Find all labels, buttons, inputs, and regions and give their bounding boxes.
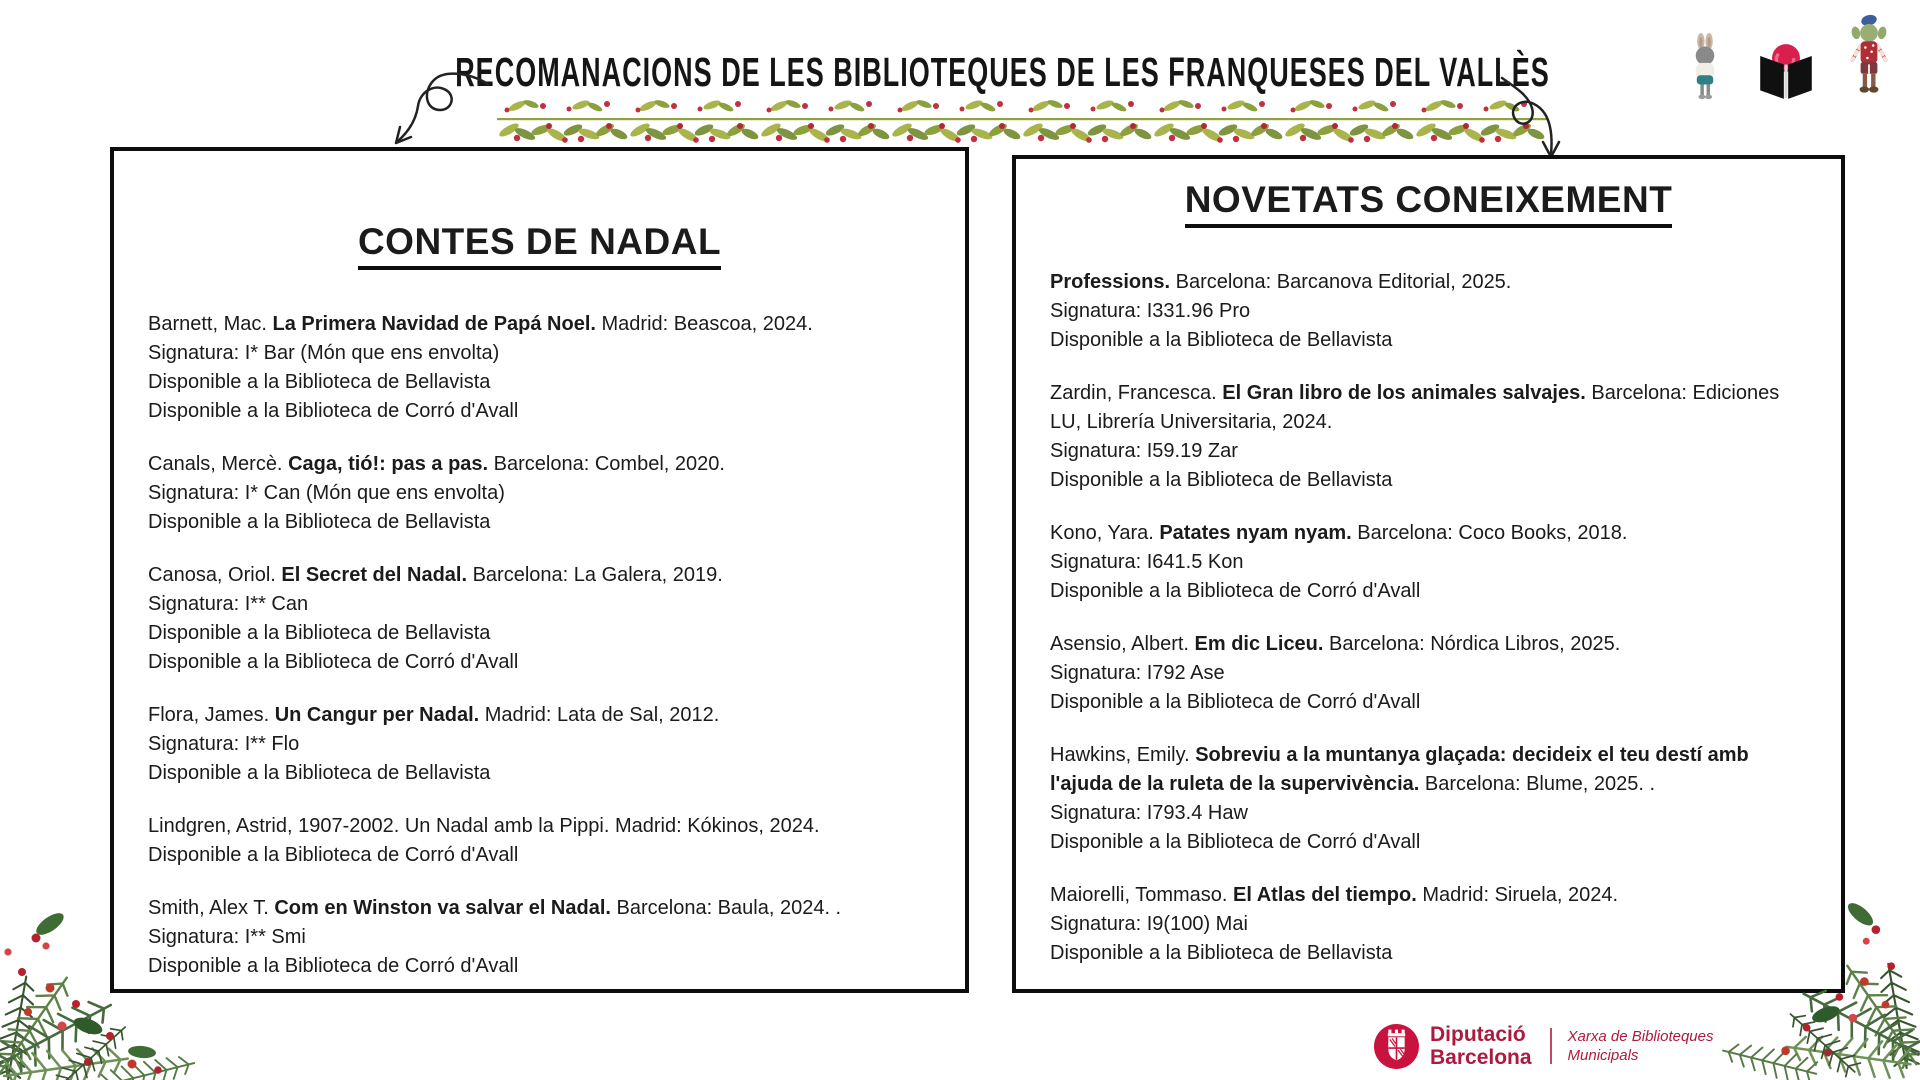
bunny-illustration-icon bbox=[1688, 32, 1722, 100]
entry-line: Signatura: I** Can bbox=[148, 593, 309, 615]
entry-line: Signatura: I793.4 Haw bbox=[1050, 802, 1248, 824]
entry-line: Signatura: I641.5 Kon bbox=[1050, 551, 1244, 573]
box-heading-novetats: NOVETATS CONEIXEMENT bbox=[1050, 179, 1807, 228]
book-entry bbox=[148, 812, 931, 870]
entry-citation: Flora, James. Un Cangur per Nadal. Madrid: Lata de Sal, 2012. bbox=[148, 704, 720, 726]
book-entry bbox=[1050, 268, 1807, 355]
entry-line: Disponible a la Biblioteca de Corró d'Avall bbox=[148, 955, 519, 977]
book-entry bbox=[148, 701, 931, 788]
book-entry bbox=[1050, 519, 1807, 606]
book-entry bbox=[148, 561, 931, 677]
entry-citation: Asensio, Albert. Em dic Liceu. Barcelona: Nórdica Libros, 2025. bbox=[1050, 633, 1621, 655]
book-entry bbox=[148, 450, 931, 537]
entry-line: Signatura: I** Flo bbox=[148, 733, 300, 755]
entry-line: Signatura: I59.19 Zar bbox=[1050, 440, 1238, 462]
xarxa-label: Xarxa de Biblioteques Municipals bbox=[1567, 1028, 1714, 1064]
garland-divider-icon bbox=[497, 96, 1547, 146]
contes-de-nadal-box bbox=[110, 147, 969, 993]
page-title: RECOMANACIONS DE LES BIBLIOTEQUES DE LES FRANQUESES DEL VALLÈS bbox=[455, 50, 1550, 95]
swirl-arrow-left-icon bbox=[378, 56, 493, 151]
elf-illustration-icon bbox=[1850, 14, 1888, 100]
book-entry bbox=[148, 310, 931, 426]
entry-line: Signatura: I331.96 Pro bbox=[1050, 300, 1251, 322]
entry-citation: Lindgren, Astrid, 1907-2002. Un Nadal amb la Pippi. Madrid: Kókinos, 2024. bbox=[148, 815, 820, 837]
entry-line: Disponible a la Biblioteca de Corró d'Avall bbox=[1050, 691, 1421, 713]
entry-line: Disponible a la Biblioteca de Bellavista bbox=[148, 762, 491, 784]
book-entry bbox=[148, 894, 931, 981]
entry-citation: Professions. Barcelona: Barcanova Editorial, 2025. bbox=[1050, 271, 1512, 293]
entry-citation: Smith, Alex T. Com en Winston va salvar el Nadal. Barcelona: Baula, 2024. . bbox=[148, 897, 842, 919]
open-book-illustration-icon bbox=[1758, 42, 1814, 100]
entry-line: Signatura: I* Can (Món que ens envolta) bbox=[148, 482, 505, 504]
footer-logo bbox=[1374, 1022, 1713, 1070]
pine-decoration-left bbox=[0, 876, 248, 1080]
entry-citation: Canals, Mercè. Caga, tió!: pas a pas. Barcelona: Combel, 2020. bbox=[148, 453, 725, 475]
entry-line: Disponible a la Biblioteca de Bellavista bbox=[1050, 329, 1393, 351]
diputacio-wordmark: Diputació Barcelona bbox=[1430, 1023, 1532, 1069]
entry-line: Disponible a la Biblioteca de Corró d'Avall bbox=[1050, 580, 1421, 602]
diputacio-emblem-icon bbox=[1374, 1024, 1419, 1069]
book-entry bbox=[1050, 379, 1807, 495]
entry-line: Disponible a la Biblioteca de Corró d'Avall bbox=[148, 400, 519, 422]
entry-citation: Kono, Yara. Patates nyam nyam. Barcelona: Coco Books, 2018. bbox=[1050, 522, 1628, 544]
box-heading-contes: CONTES DE NADAL bbox=[148, 221, 931, 270]
book-entry bbox=[1050, 630, 1807, 717]
entry-citation: Hawkins, Emily. Sobreviu a la muntanya glaçada: decideix el teu destí amb l'ajuda de la ruleta de la supervivència. Barcelona: Blume, 2025. . bbox=[1050, 744, 1749, 795]
entry-line: Signatura: I* Bar (Món que ens envolta) bbox=[148, 342, 500, 364]
entry-line: Disponible a la Biblioteca de Corró d'Avall bbox=[148, 651, 519, 673]
entry-line: Disponible a la Biblioteca de Bellavista bbox=[148, 371, 491, 393]
entry-line: Disponible a la Biblioteca de Corró d'Avall bbox=[148, 844, 519, 866]
entry-line: Disponible a la Biblioteca de Bellavista bbox=[1050, 469, 1393, 491]
entry-line: Disponible a la Biblioteca de Corró d'Avall bbox=[1050, 831, 1421, 853]
entry-citation: Maiorelli, Tommaso. El Atlas del tiempo. Madrid: Siruela, 2024. bbox=[1050, 884, 1619, 906]
entry-line: Disponible a la Biblioteca de Bellavista bbox=[1050, 942, 1393, 964]
entry-line: Signatura: I792 Ase bbox=[1050, 662, 1225, 684]
entry-line: Disponible a la Biblioteca de Bellavista bbox=[148, 622, 491, 644]
entry-line: Signatura: I9(100) Mai bbox=[1050, 913, 1248, 935]
header-illustrations bbox=[1688, 8, 1888, 100]
entry-citation: Canosa, Oriol. El Secret del Nadal. Barcelona: La Galera, 2019. bbox=[148, 564, 723, 586]
entry-citation: Zardin, Francesca. El Gran libro de los animales salvajes. Barcelona: Ediciones LU, Librería Universitaria, 2024. bbox=[1050, 382, 1780, 433]
footer-divider bbox=[1550, 1028, 1552, 1064]
entry-line: Disponible a la Biblioteca de Bellavista bbox=[148, 511, 491, 533]
entry-citation: Barnett, Mac. La Primera Navidad de Papá Noel. Madrid: Beascoa, 2024. bbox=[148, 313, 813, 335]
book-entry bbox=[1050, 741, 1807, 857]
entry-line: Signatura: I** Smi bbox=[148, 926, 306, 948]
